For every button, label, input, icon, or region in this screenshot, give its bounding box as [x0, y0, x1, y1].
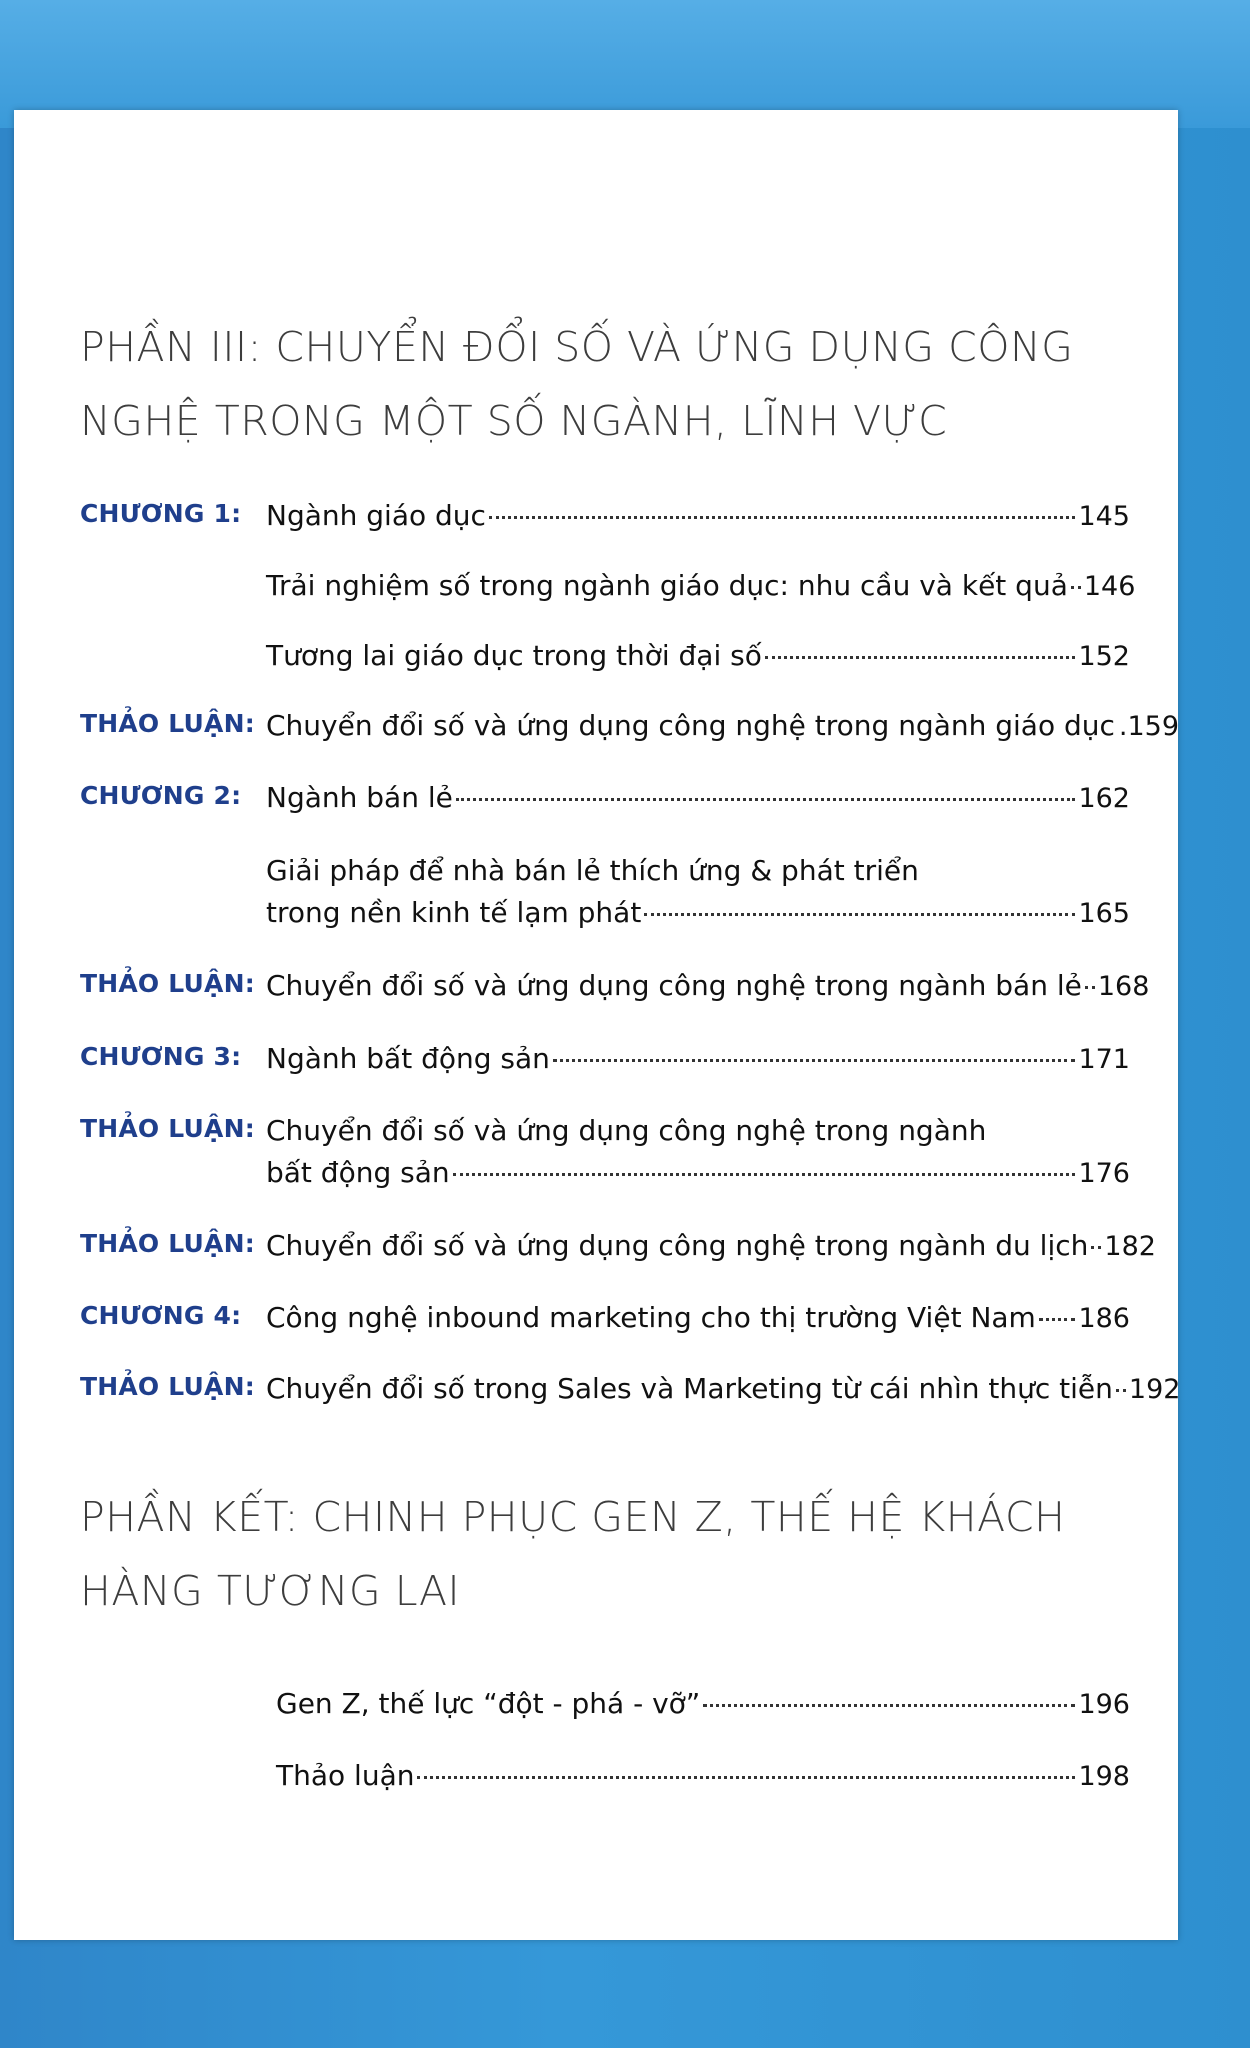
- toc-entry-page: 192: [1128, 1374, 1181, 1405]
- toc-entry-title: Ngành giáo dục: [266, 499, 486, 532]
- toc-entry-title-line1: Chuyển đổi số và ứng dụng công nghệ trong ngành: [266, 1114, 987, 1147]
- toc-entry-label: THẢO LUẬN:: [80, 1372, 255, 1401]
- toc-entry-title: Chuyển đổi số và ứng dụng công nghệ trong ngành du lịch: [266, 1229, 1089, 1262]
- toc-entry-label: THẢO LUẬN:: [80, 969, 255, 998]
- toc-entry-page: 176: [1078, 1158, 1130, 1189]
- toc-entry-title: Chuyển đổi số và ứng dụng công nghệ trong ngành bán lẻ: [266, 969, 1082, 1002]
- toc-entry-label: THẢO LUẬN:: [80, 1229, 255, 1258]
- dot-leader: [1071, 586, 1081, 589]
- dot-leader: [1085, 986, 1095, 989]
- toc-entry-label: THẢO LUẬN:: [80, 1114, 255, 1143]
- dot-leader: [417, 1776, 1075, 1779]
- toc-entry-title: Tương lai giáo dục trong thời đại số: [266, 639, 762, 672]
- dot-leader: [765, 656, 1076, 659]
- toc-entry-page: 162: [1078, 783, 1130, 814]
- background-cover-band: [0, 0, 1250, 128]
- toc-entry-page: 145: [1078, 501, 1130, 532]
- part3-title-line2: NGHỆ TRONG MỘT SỐ NGÀNH, LĨNH VỰC: [80, 397, 948, 445]
- dot-leader: [489, 516, 1076, 519]
- part3-title: [80, 310, 1080, 458]
- toc-entry-title-line1: Giải pháp để nhà bán lẻ thích ứng & phát triển: [266, 854, 919, 887]
- toc-entry-label: CHƯƠNG 4:: [80, 1301, 242, 1330]
- toc-entry-title: Chuyển đổi số và ứng dụng công nghệ trong ngành giáo dục: [266, 709, 1115, 742]
- toc-entry-page: 146: [1083, 571, 1136, 602]
- dot-leader: [1116, 1389, 1126, 1392]
- toc-entry-label: CHƯƠNG 2:: [80, 781, 242, 810]
- toc-entry-page: 152: [1078, 641, 1130, 672]
- toc-entry-page: 198: [1078, 1761, 1130, 1792]
- dot-leader: [1039, 1318, 1076, 1321]
- toc-entry-label: THẢO LUẬN:: [80, 709, 255, 738]
- final-part-title: [80, 1480, 1080, 1628]
- dot-leader: [1091, 1246, 1101, 1249]
- dot-leader: [703, 1704, 1075, 1707]
- part3-title-line1: PHẦN III: CHUYỂN ĐỔI SỐ VÀ ỨNG DỤNG CÔNG: [80, 323, 1074, 371]
- toc-entry-title: Gen Z, thế lực “đột - phá - vỡ”: [276, 1687, 701, 1720]
- toc-entry-page: 165: [1078, 898, 1130, 929]
- final-part-title-line1: PHẦN KẾT: CHINH PHỤC GEN Z, THẾ HỆ KHÁCH: [80, 1493, 1066, 1541]
- toc-entry-label: CHƯƠNG 1:: [80, 499, 242, 528]
- toc-entry-page: 182: [1104, 1231, 1156, 1262]
- toc-entry-title: trong nền kinh tế lạm phát: [266, 896, 642, 929]
- toc-entry-page: 186: [1078, 1303, 1130, 1334]
- toc-entry-page: 171: [1078, 1044, 1130, 1075]
- dot-leader: [456, 798, 1076, 801]
- toc-entry-page: 168: [1097, 971, 1150, 1002]
- toc-entry-title: Ngành bán lẻ: [266, 781, 453, 814]
- toc-entry-title: Chuyển đổi số trong Sales và Marketing từ cái nhìn thực tiễn: [266, 1372, 1113, 1405]
- book-page: [14, 110, 1181, 1940]
- toc-entry-page: 196: [1078, 1689, 1130, 1720]
- toc-entry-title: bất động sản: [266, 1156, 450, 1189]
- toc-entry-title: Trải nghiệm số trong ngành giáo dục: nhu cầu và kết quả: [266, 569, 1068, 602]
- toc-entry-title: Công nghệ inbound marketing cho thị trường Việt Nam: [266, 1301, 1036, 1334]
- toc-entry-page: .159: [1118, 711, 1180, 742]
- toc-entry-title: Thảo luận: [276, 1759, 415, 1792]
- dot-leader: [453, 1173, 1076, 1176]
- toc-entry-title: Ngành bất động sản: [266, 1042, 550, 1075]
- dot-leader: [644, 913, 1075, 916]
- dot-leader: [553, 1059, 1076, 1062]
- toc-entry-label: CHƯƠNG 3:: [80, 1042, 242, 1071]
- final-part-title-line2: HÀNG TƯƠNG LAI: [80, 1567, 461, 1615]
